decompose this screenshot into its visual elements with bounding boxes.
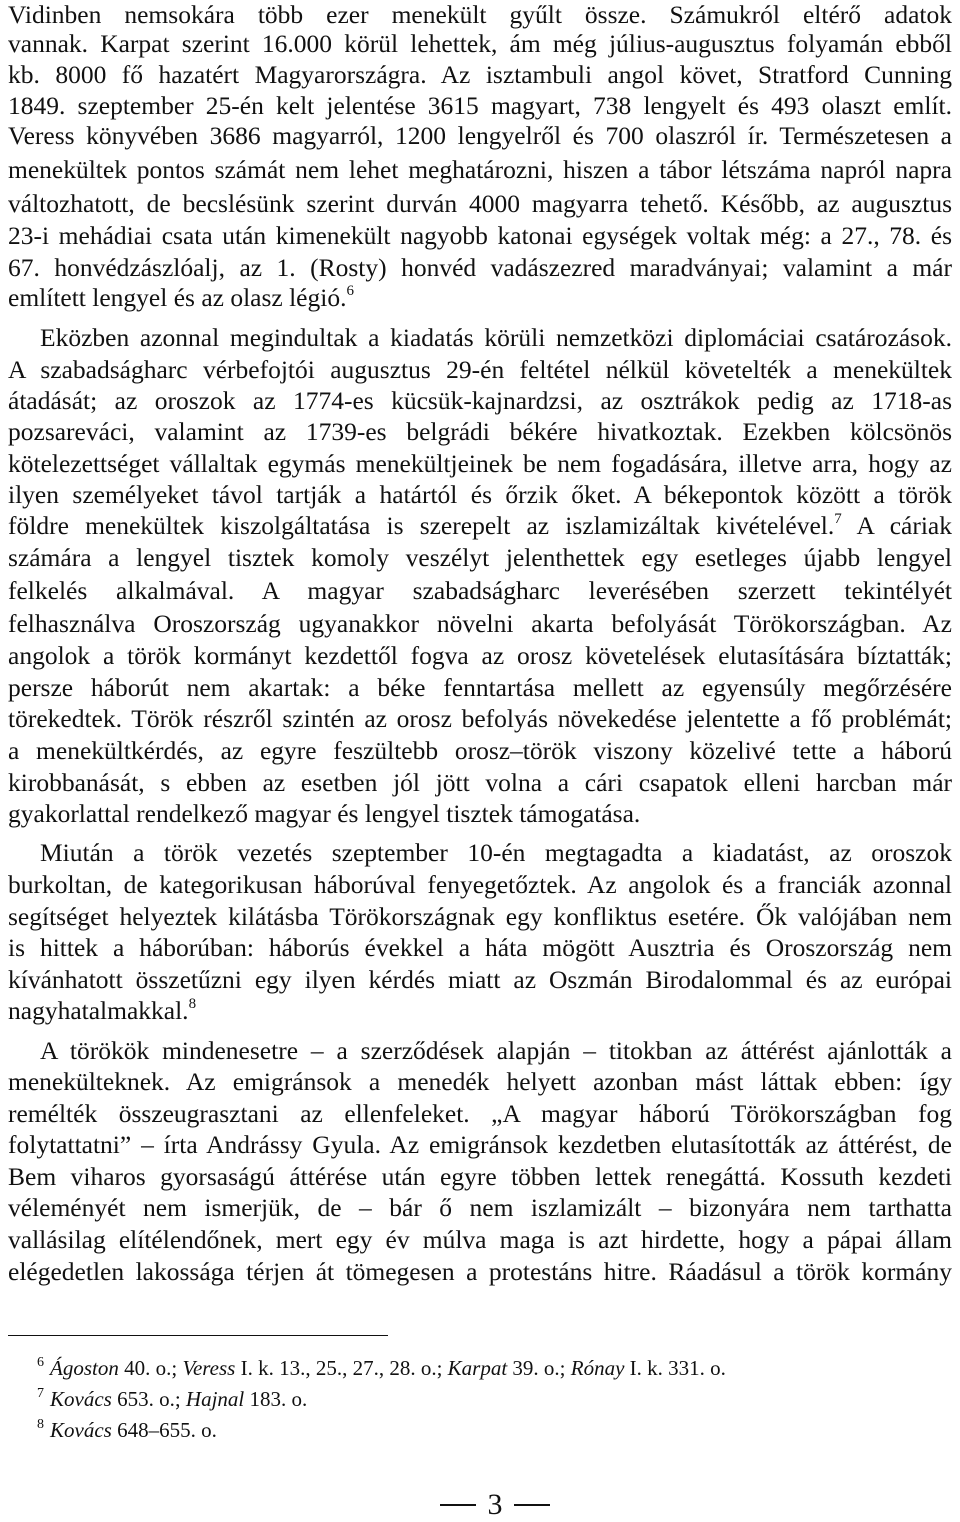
text-line: számára a lengyel tisztek komoly veszélyt jelenthettek egy esetleges újabb lengyel <box>8 543 952 572</box>
footnote-ref: 6 <box>346 283 354 299</box>
text-line: gyakorlattal rendelkező magyar és lengyel tisztek támogatása. <box>8 799 641 828</box>
text-line <box>8 996 952 1026</box>
text-line: segítséget helyeztek kilátásba Törökországnak egy konfliktus esetére. Ők valójában nem <box>8 902 952 931</box>
footnote-number: 8 <box>37 1417 44 1432</box>
text-line: törekedtek. Török részről szintén az orosz befolyás növekedése jelentette a fő problémát; <box>8 704 952 733</box>
text-line: kötelezettséget vállaltak egymás menekültjeinek be nem fogadására, illetve arra, hogy az <box>8 449 952 478</box>
page-number-rule-left <box>440 1504 476 1506</box>
text-line: kívánhatott összetűzni egy ilyen kérdés miatt az Oszmán Birodalommal és az európai <box>8 965 952 994</box>
footnote-citation: I. k. 13., 25., 27., 28. o.; <box>235 1356 448 1380</box>
footnote <box>37 1415 217 1445</box>
text-line: folytattatni” – írta Andrássy Gyula. Az emigránsok kezdetben elutasították az áttérést, de <box>8 1130 952 1159</box>
text-line <box>8 511 952 541</box>
footnote-author: Veress <box>182 1356 236 1380</box>
footnote-number: 6 <box>37 1355 44 1370</box>
footnote-citation: 183. o. <box>244 1387 308 1411</box>
text-line: Miután a török vezetés szeptember 10-én megtagadta a kiadatást, az oroszok <box>40 838 952 867</box>
footnote <box>37 1353 726 1383</box>
footnote-citation: 39. o.; <box>507 1356 571 1380</box>
footnote-number: 7 <box>37 1386 44 1401</box>
text-line: menekültek pontos számát nem lehet meghatározni, hiszen a tábor létszáma napról napra <box>8 155 952 184</box>
footnote-ref: 8 <box>188 996 197 1012</box>
footnote-author: Ágoston <box>50 1356 119 1380</box>
text-line: menekülteknek. Az emigránsok a menedék helyett azonban mást láttak ebben: így <box>8 1067 952 1096</box>
footnote-author: Karpat <box>447 1356 508 1380</box>
text-line: véleményét nem ismerjük, de – bár ő nem iszlamizált – bizonyára nem tarthatta <box>8 1193 952 1222</box>
footnote-author: Hajnal <box>185 1387 245 1411</box>
page-number-rule-right <box>514 1504 550 1506</box>
text-line: Bem viharos gyorsaságú áttérése után egyre többen lettek renegáttá. Kossuth kezdeti <box>8 1162 952 1191</box>
text-line: kb. 8000 fő hazatért Magyarországra. Az isztambuli angol követ, Stratford Cunning <box>8 60 952 89</box>
text-line: remélték összeugrasztani az ellenfeleket. „A magyar háború Törökországban fog <box>8 1099 952 1128</box>
text-line: átadását; az oroszok az 1774-es kücsük-kajnardzsi, az osztrákok pedig az 1718-as <box>8 386 952 415</box>
text-line: vannak. Karpat szerint 16.000 körül lehettek, ám még július-augusztus folyamán ebből <box>8 29 952 58</box>
footnote-author: Kovács <box>50 1387 112 1411</box>
text-line: A szabadságharc vérbefojtói augusztus 29-én feltétel nélkül követelték a menekültek <box>8 355 952 384</box>
text-line: persze háborút nem akartak: a béke fenntartása mellett az egyensúly megőrzésére <box>8 673 952 702</box>
text-line: változhatott, de becslésünk szerint durván 4000 magyarra tehető. Később, az augusztus <box>8 189 952 218</box>
line-text: említett lengyel és az olasz légió. <box>8 283 347 312</box>
text-line: Veress könyvében 3686 magyarról, 1200 lengyelről és 700 olaszról ír. Természetesen a <box>8 121 952 150</box>
text-line: 23-i mehádiai csata után kimenekült nagyobb katonai egységek voltak még: a 27., 78. és <box>8 221 952 250</box>
line-text: nagyhatalmakkal. <box>8 996 189 1025</box>
footnote <box>37 1384 307 1414</box>
text-line: kirobbanását, s ebben az esetben jól jött volna a cári csapatok elleni harcban már <box>8 768 952 797</box>
text-line <box>8 283 952 313</box>
text-line: elégedetlen lakossága térjen át tömegesen a protestáns hitre. Ráadásul a török kormány <box>8 1257 952 1286</box>
text-line: vallásilag elítélendőnek, mert egy év múlva maga is azt hirdette, hogy a pápai állam <box>8 1225 952 1254</box>
text-line: ilyen személyeket távol tartják a határtól és őrzik őket. A békepontok között a török <box>8 480 952 509</box>
text-line: a menekültkérdés, az egyre feszültebb orosz–török viszony közelivé tette a háború <box>8 736 952 765</box>
footnote-citation: 648–655. o. <box>111 1418 217 1442</box>
text-line: 1849. szeptember 25-én kelt jelentése 3615 magyart, 738 lengyelt és 493 olaszt említ. <box>8 91 952 120</box>
line-text: földre menekültek kiszolgáltatása is szerepelt az iszlamizáltak kivételével. <box>8 511 835 540</box>
text-line: Eközben azonnal megindultak a kiadatás körüli nemzetközi diplomáciai csatározások. <box>40 323 952 352</box>
footnote-citation: I. k. 331. o. <box>624 1356 726 1380</box>
text-line: felhasználva Oroszország ugyanakkor növelni akarta befolyását Törökországban. Az <box>8 609 952 638</box>
text-line: pozsareváci, valamint az 1739-es belgrádi békére hivatkoztak. Ezekben kölcsönös <box>8 417 952 446</box>
page-number-block <box>440 1488 550 1522</box>
line-text: A cáriak <box>841 511 952 540</box>
footnote-author: Rónay <box>570 1356 625 1380</box>
footnote-ref: 7 <box>834 511 842 527</box>
footnote-citation: 40. o.; <box>118 1356 183 1380</box>
text-line: burkoltan, de kategorikusan háborúval fenyegetőztek. Az angolok és a franciák azonnal <box>8 870 952 899</box>
footnote-author: Kovács <box>50 1418 112 1442</box>
footnote-separator <box>8 1335 388 1336</box>
page-number: 3 <box>487 1488 503 1521</box>
text-line: 67. honvédzászlóalj, az 1. (Rosty) honvéd vadászezred maradványai; valamint a már <box>8 253 952 282</box>
text-line: A törökök mindenesetre – a szerződések alapján – titokban az áttérést ajánlották a <box>40 1036 952 1065</box>
text-line: Vidinben nemsokára több ezer menekült gyűlt össze. Számukról eltérő adatok <box>8 0 952 29</box>
text-line: felkelés alkalmával. A magyar szabadságharc leverésében szerzett tekintélyét <box>8 576 952 605</box>
text-line: is hittek a háborúban: háborús évekkel a háta mögött Ausztria és Oroszország nem <box>8 933 952 962</box>
footnote-citation: 653. o.; <box>111 1387 186 1411</box>
text-line: angolok a török kormányt kezdettől fogva az orosz követelések elutasítására bíztatták; <box>8 641 952 670</box>
